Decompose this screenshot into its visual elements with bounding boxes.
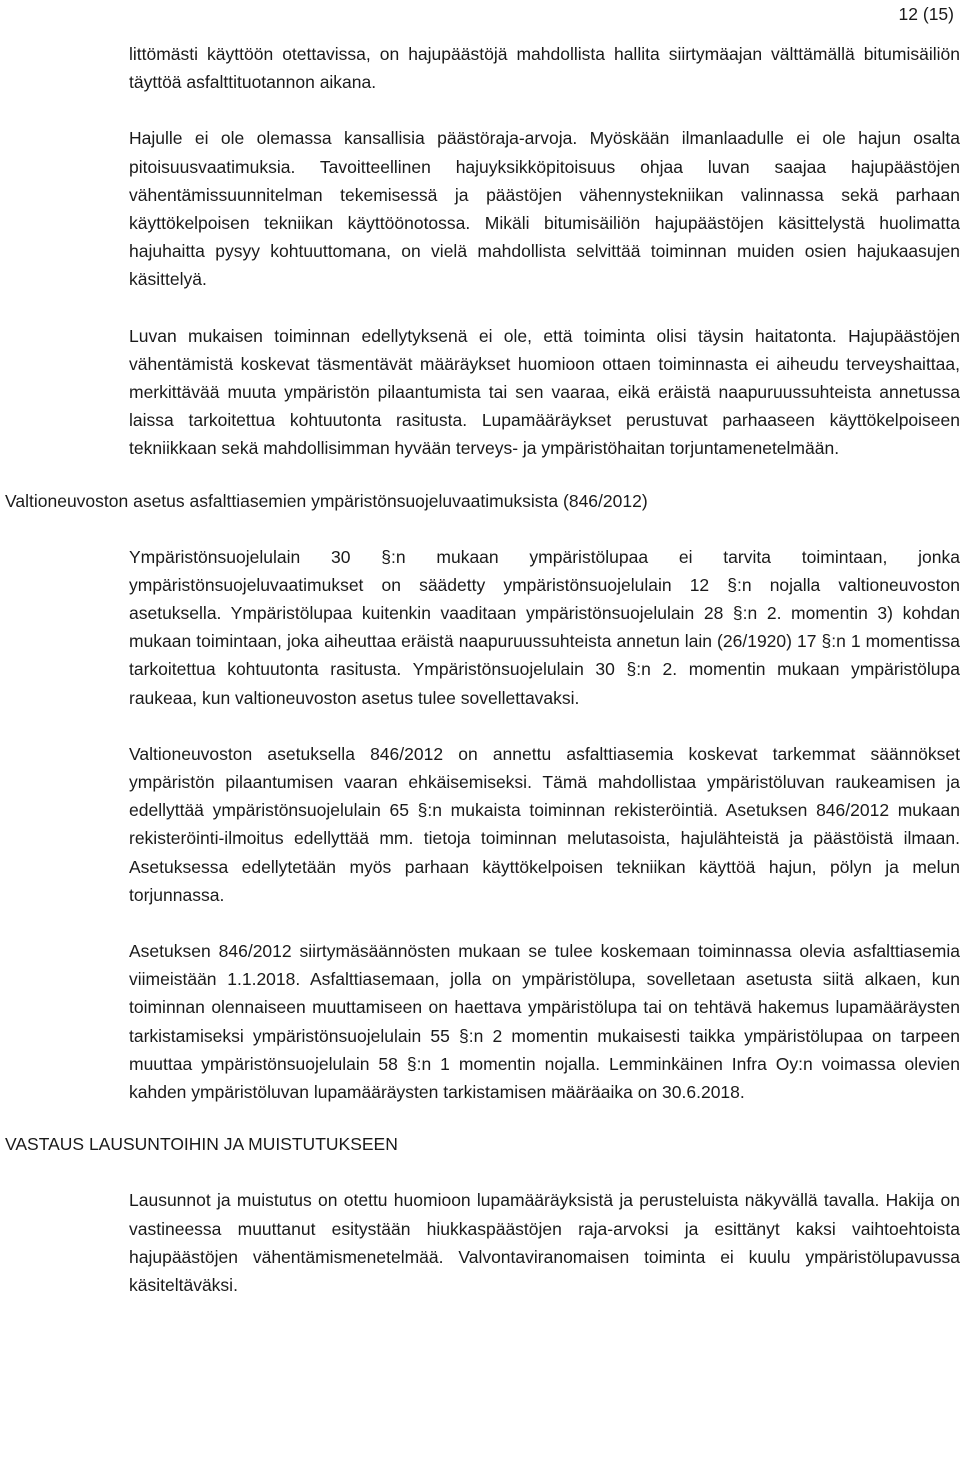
paragraph: Ympäristönsuojelulain 30 §:n mukaan ympäristölupaa ei tarvita toimintaan, jonka ympäristönsuojeluvaatimukset on säädetty ympäristönsuojelulain 12 §:n nojalla valtioneuvoston asetuksella. Ympäristölupaa kuitenkin vaaditaan ympäristönsuojelulain 28 §:n 2. momentin 3) kohdan mukaan toimintaan, joka aiheuttaa eräistä naapuruussuhteista annetun lain (26/1920) 17 §:n 1 momentissa tarkoitettua kohtuutonta rasitusta. Ympäristönsuojelulain 30 §:n 2. momentin mukaan ympäristölupa raukeaa, kun valtioneuvoston asetus tulee sovellettavaksi. [129,546,960,708]
section-heading: Valtioneuvoston asetus asfalttiasemien ympäristönsuojeluvaatimuksista (846/2012) [5,490,648,511]
paragraph: Luvan mukaisen toiminnan edellytyksenä ei ole, että toiminta olisi täysin haitatonta. Hajupäästöjen vähentämistä koskevat täsmentävät määräykset huomioon ottaen toiminnasta ei aiheudu terveyshaittaa, merkittävää muuta ympäristön pilaantumista tai sen vaaraa, eikä eräistä naapuruussuhteista annetussa laissa tarkoitettua kohtuutonta rasitusta. Lupamääräykset perustuvat parhaaseen käyttökelpoiseen tekniikkaan sekä mahdollisimman hyvään terveys- ja ympäristöhaitan torjuntamenetelmään. [129,325,960,459]
paragraph: Asetuksen 846/2012 siirtymäsäännösten mukaan se tulee koskemaan toiminnassa olevia asfalttiasemia viimeistään 1.1.2018. Asfalttiasemaan, jolla on ympäristölupa, sovelletaan asetusta siitä alkaen, kun toiminnan olennaiseen muuttamiseen on haettava ympäristölupa tai on tehtävä hakemus lupamääräysten tarkistamiseksi ympäristönsuojelulain 55 §:n 2 momentin mukaisesti taikka ympäristölupaa on tarpeen muuttaa ympäristönsuojelulain 58 §:n 1 momentin nojalla. Lemminkäinen Infra Oy:n voimassa olevien kahden ympäristöluvan lupamääräysten tarkistamisen määräaika on 30.6.2018. [129,941,960,1103]
paragraph: Lausunnot ja muistutus on otettu huomioon lupamääräyksistä ja perusteluista näkyvällä tavalla. Hakija on vastineessa muuttanut esitystään hiukkaspäästöjen raja-arvoksi ja esittänyt kaksi vaihtoehtoista hajupäästöjen vähentämismenetelmää. Valvontaviranomaisen toiminta ei kuulu ympäristölupavussa käsiteltäväksi. [129,1190,960,1295]
paragraph: littömästi käyttöön otettavissa, on hajupäästöjä mahdollista hallita siirtymäajan välttämällä bitumisäiliön täyttöä asfalttituotannon aikana. [129,44,960,93]
page-number: 12 (15) [898,4,954,24]
paragraph: Hajulle ei ole olemassa kansallisia päästöraja-arvoja. Myöskään ilmanlaadulle ei ole hajun osalta pitoisuusvaatimuksia. Tavoitteellinen hajuyksikköpitoisuus ohjaa luvan saajaa hajupäästöjen vähentämissuunnitelman tekemisessä ja päästöjen vähennystekniikan valinnassa sekä parhaan käyttökelpoisen tekniikan käyttöönotossa. Mikäli bitumisäiliön hajupäästöjen käsittelystä huolimatta hajuhaitta pysyy kohtuuttomana, on vielä mahdollista selvittää toiminnan muiden osien hajukaasujen käsittelyä. [129,128,960,290]
section-heading: VASTAUS LAUSUNTOIHIN JA MUISTUTUKSEEN [5,1134,398,1155]
document-body [5,40,960,1299]
paragraph: Valtioneuvoston asetuksella 846/2012 on annettu asfalttiasemia koskevat tarkemmat säännökset ympäristön pilaantumisen vaaran ehkäisemiseksi. Tämä mahdollistaa ympäristöluvan raukeamisen ja edellyttää ympäristönsuojelulain 65 §:n mukaista toiminnan rekisteröintiä. Asetuksen 846/2012 mukaan rekisteröinti-ilmoitus edellyttää mm. tietoja toiminnan melutasoista, hajulähteistä ja päästöistä ilmaan. Asetuksessa edellytetään myös parhaan käyttökelpoisen tekniikan käyttöä hajun, pölyn ja melun torjunnassa. [129,743,960,905]
